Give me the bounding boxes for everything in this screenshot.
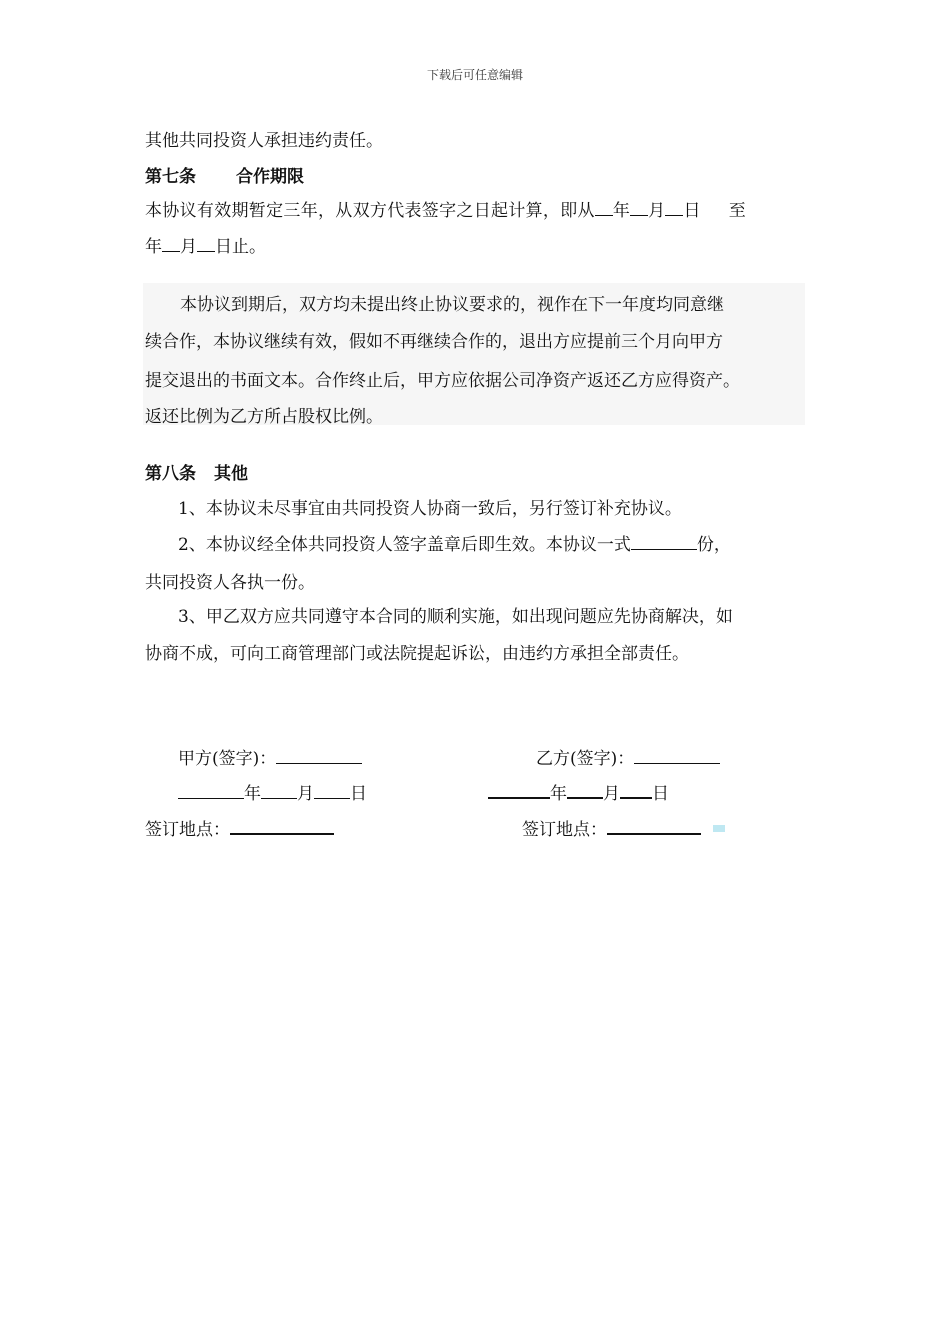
end-day-blank — [197, 234, 215, 252]
end-day-label: 日止。 — [215, 237, 266, 257]
party-a-year-blank — [178, 781, 244, 799]
party-b-place-label: 签订地点： — [522, 820, 607, 840]
start-day-label: 日 — [683, 201, 701, 221]
party-a-month-blank — [261, 781, 297, 799]
party-b-year-blank — [488, 780, 550, 799]
party-b-month-blank — [567, 780, 603, 799]
party-b-place-blank — [607, 816, 701, 835]
renewal-line-1: 本协议到期后，双方均未提出终止协议要求的，视作在下一年度均同意继 — [180, 295, 724, 315]
party-a-place-label: 签订地点： — [145, 820, 230, 840]
start-month-blank — [630, 198, 648, 216]
party-a-date — [178, 779, 367, 804]
article-8-item-2-line-2: 共同投资人各执一份。 — [145, 573, 315, 593]
term-text: 本协议有效期暂定三年，从双方代表签字之日起计算，即从 — [145, 201, 595, 221]
party-b-day-label: 日 — [652, 784, 669, 804]
renewal-line-4: 返还比例为乙方所占股权比例。 — [145, 407, 383, 427]
copies-blank — [631, 532, 697, 550]
copies-label: 份， — [696, 535, 731, 555]
highlight-mark — [713, 825, 725, 832]
renewal-line-3: 提交退出的书面文本。合作终止后，甲方应依据公司净资产返还乙方应得资产。 — [145, 371, 740, 391]
party-b-month-label: 月 — [603, 784, 620, 804]
article-8-title: 其他 — [214, 464, 248, 484]
article-8-item-3-line-1: 3、甲乙双方应共同遵守本合同的顺利实施，如出现问题应先协商解决，如 — [178, 607, 733, 627]
party-a-place-blank — [230, 816, 334, 835]
party-b-day-blank — [620, 780, 652, 799]
article-7-number: 第七条 — [145, 167, 196, 187]
renewal-line-2: 续合作，本协议继续有效，假如不再继续合作的，退出方应提前三个月向甲方 — [145, 332, 723, 352]
article-7-term-line-1 — [145, 196, 746, 221]
party-a-place — [145, 815, 334, 840]
party-b-place — [522, 815, 701, 840]
party-a-signature — [178, 744, 362, 769]
party-b-date — [488, 779, 669, 804]
party-a-month-label: 月 — [297, 784, 314, 804]
paragraph-continuation: 其他共同投资人承担违约责任。 — [145, 131, 383, 151]
party-b-signature-blank — [634, 746, 720, 764]
article-7-term-line-2 — [145, 232, 266, 257]
item-2-text: 2、本协议经全体共同投资人签字盖章后即生效。本协议一式 — [178, 535, 631, 555]
start-year-label: 年 — [612, 201, 631, 221]
party-b-signature — [536, 744, 720, 769]
end-year-label: 年 — [145, 237, 162, 257]
party-a-day-blank — [314, 781, 350, 799]
start-day-blank — [665, 198, 683, 216]
article-7-heading — [145, 162, 304, 187]
start-year-blank — [595, 198, 613, 216]
article-8-heading — [145, 459, 248, 484]
header-note: 下载后可任意编辑 — [426, 68, 523, 82]
article-8-item-3-line-2: 协商不成，可向工商管理部门或法院提起诉讼，由违约方承担全部责任。 — [145, 644, 689, 664]
article-7-title: 合作期限 — [236, 167, 304, 187]
party-a-day-label: 日 — [350, 784, 367, 804]
article-8-item-1: 1、本协议未尽事宜由共同投资人协商一致后，另行签订补充协议。 — [178, 499, 682, 519]
article-8-number: 第八条 — [145, 464, 196, 484]
party-b-year-label: 年 — [550, 784, 567, 804]
party-a-year-label: 年 — [244, 784, 261, 804]
party-a-signature-blank — [276, 746, 362, 764]
end-month-blank — [162, 234, 180, 252]
end-month-label: 月 — [180, 237, 197, 257]
to-label: 至 — [728, 201, 747, 221]
start-month-label: 月 — [648, 201, 666, 221]
article-8-item-2 — [178, 530, 731, 555]
party-a-label: 甲方(签字)： — [178, 749, 277, 769]
party-b-label: 乙方(签字)： — [536, 749, 635, 769]
